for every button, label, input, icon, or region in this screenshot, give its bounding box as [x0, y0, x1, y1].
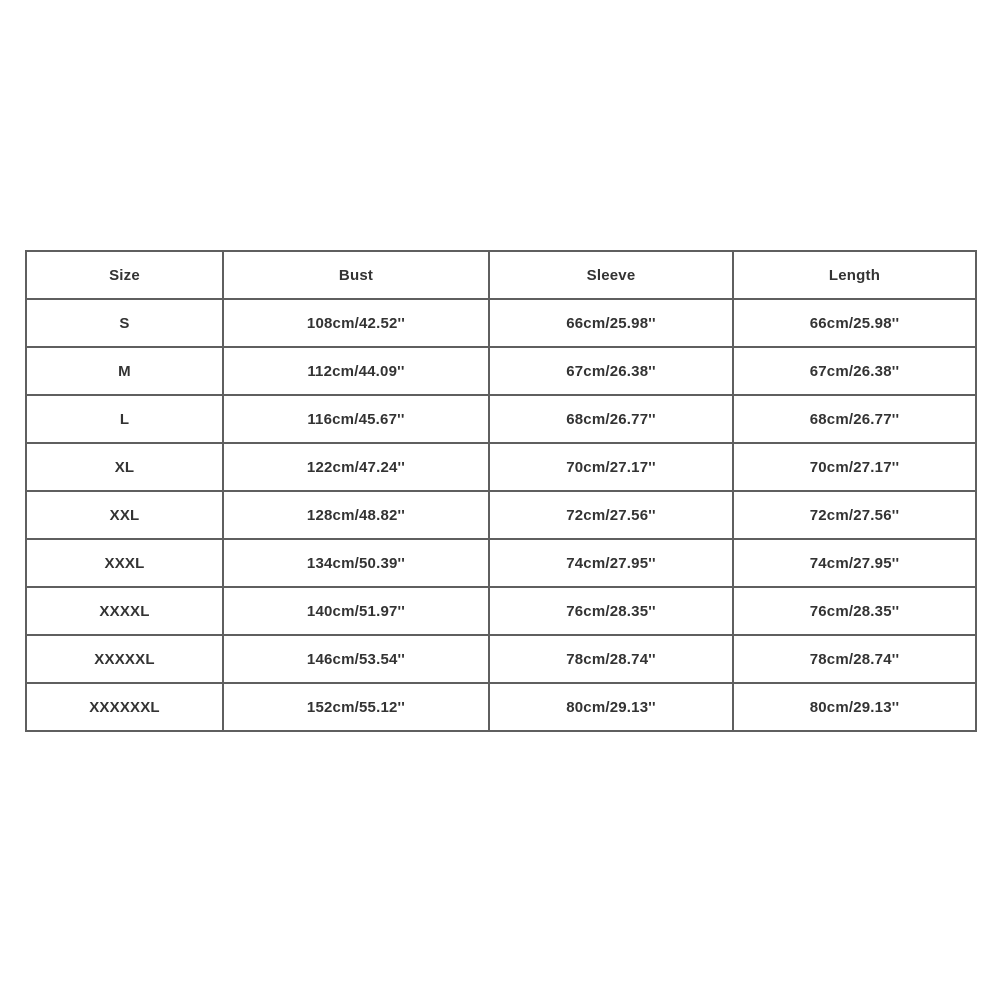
cell-size: XXXL — [26, 539, 223, 587]
cell-size: XXL — [26, 491, 223, 539]
cell-bust: 128cm/48.82'' — [223, 491, 489, 539]
column-header-length: Length — [733, 251, 976, 299]
column-header-sleeve: Sleeve — [489, 251, 733, 299]
cell-sleeve: 67cm/26.38'' — [489, 347, 733, 395]
cell-length: 70cm/27.17'' — [733, 443, 976, 491]
cell-length: 78cm/28.74'' — [733, 635, 976, 683]
cell-length: 67cm/26.38'' — [733, 347, 976, 395]
cell-size: S — [26, 299, 223, 347]
cell-length: 68cm/26.77'' — [733, 395, 976, 443]
cell-size: XXXXL — [26, 587, 223, 635]
cell-bust: 108cm/42.52'' — [223, 299, 489, 347]
cell-bust: 134cm/50.39'' — [223, 539, 489, 587]
table-row-xxl — [26, 491, 976, 539]
cell-length: 66cm/25.98'' — [733, 299, 976, 347]
cell-length: 74cm/27.95'' — [733, 539, 976, 587]
table-row-xl — [26, 443, 976, 491]
cell-sleeve: 74cm/27.95'' — [489, 539, 733, 587]
cell-bust: 140cm/51.97'' — [223, 587, 489, 635]
table-row-xxxxxl — [26, 635, 976, 683]
table-row-l — [26, 395, 976, 443]
table-row-xxxl — [26, 539, 976, 587]
cell-sleeve: 76cm/28.35'' — [489, 587, 733, 635]
cell-sleeve: 72cm/27.56'' — [489, 491, 733, 539]
header-row — [26, 251, 976, 299]
cell-length: 72cm/27.56'' — [733, 491, 976, 539]
cell-size: XL — [26, 443, 223, 491]
cell-sleeve: 66cm/25.98'' — [489, 299, 733, 347]
size-chart-table — [25, 250, 977, 732]
cell-size: M — [26, 347, 223, 395]
table-row-s — [26, 299, 976, 347]
cell-bust: 116cm/45.67'' — [223, 395, 489, 443]
cell-sleeve: 78cm/28.74'' — [489, 635, 733, 683]
cell-bust: 146cm/53.54'' — [223, 635, 489, 683]
cell-sleeve: 80cm/29.13'' — [489, 683, 733, 731]
table-row-xxxxl — [26, 587, 976, 635]
table-row-xxxxxxl — [26, 683, 976, 731]
column-header-bust: Bust — [223, 251, 489, 299]
cell-length: 80cm/29.13'' — [733, 683, 976, 731]
cell-size: XXXXXL — [26, 635, 223, 683]
column-header-size: Size — [26, 251, 223, 299]
cell-bust: 152cm/55.12'' — [223, 683, 489, 731]
cell-bust: 112cm/44.09'' — [223, 347, 489, 395]
cell-length: 76cm/28.35'' — [733, 587, 976, 635]
cell-sleeve: 70cm/27.17'' — [489, 443, 733, 491]
cell-bust: 122cm/47.24'' — [223, 443, 489, 491]
cell-size: L — [26, 395, 223, 443]
cell-sleeve: 68cm/26.77'' — [489, 395, 733, 443]
table-row-m — [26, 347, 976, 395]
cell-size: XXXXXXL — [26, 683, 223, 731]
